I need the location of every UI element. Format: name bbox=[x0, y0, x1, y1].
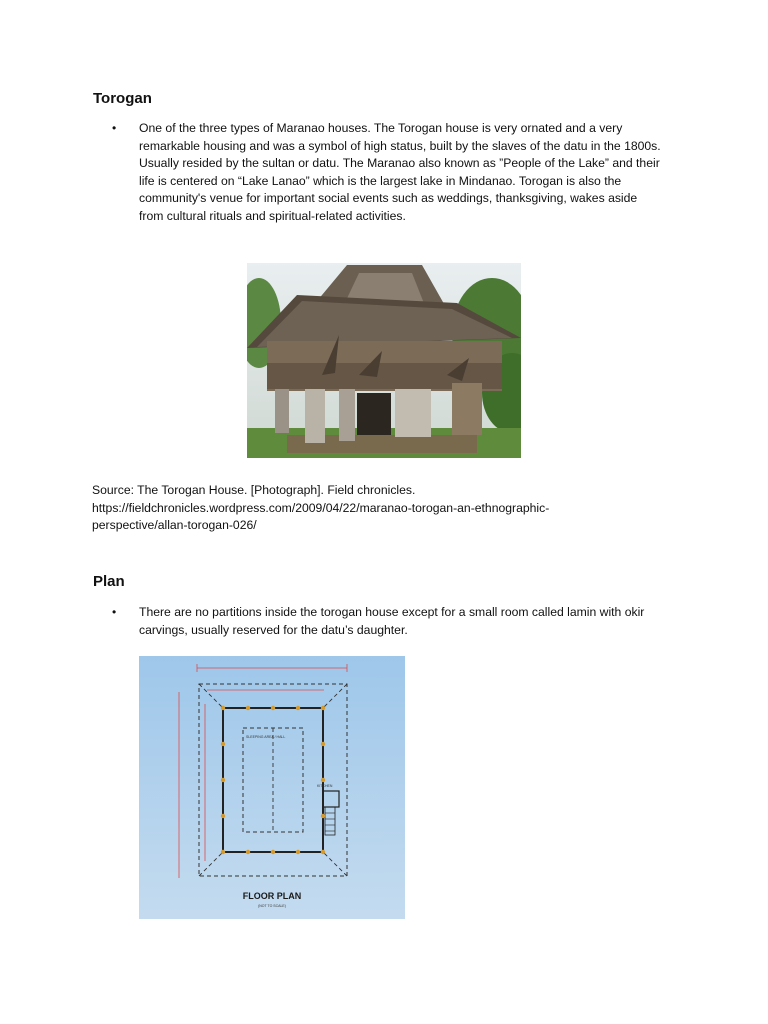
torogan-description: One of the three types of Maranao houses. The Torogan house is very ornated and a very remarkable housing and was a symbol of high status, built by the slaves of the datu in the 1800s. Usually resided by the sultan or datu. The Maranao also known as ”People of the Lake” and their life is centered on “Lake Lanao” which is the largest lake in Mindanao. Torogan is also the community's venue for important social events such as weddings, thanksgiving, wakes aside from cultural rituals and spiritual-related activities. bbox=[139, 121, 661, 223]
source-line-1: Source: The Torogan House. [Photograph]. Field chronicles. bbox=[92, 483, 416, 497]
section-title-plan: Plan bbox=[93, 573, 125, 590]
source-line-3: perspective/allan-torogan-026/ bbox=[92, 518, 257, 533]
floor-plan-title: FLOOR PLAN bbox=[242, 891, 302, 901]
plan-description: There are no partitions inside the torogan house except for a small room called lamin with okir carvings, usually reserved for the datu’s daughter. bbox=[139, 605, 645, 637]
photo-source-citation bbox=[92, 482, 652, 535]
inner-area-label: SLEEPING AREA / HALL bbox=[246, 735, 286, 739]
floor-plan-drawing bbox=[139, 656, 405, 919]
source-line-2: https://fieldchronicles.wordpress.com/2009/04/22/maranao-torogan-an-ethnographic- bbox=[92, 500, 550, 515]
torogan-house-photo bbox=[247, 263, 521, 458]
bullet-marker: • bbox=[112, 121, 117, 135]
section-title-torogan: Torogan bbox=[93, 90, 152, 107]
floor-plan-subtitle: (NOT TO SCALE) bbox=[258, 904, 286, 908]
annex-label: KITCHEN bbox=[317, 784, 333, 788]
bullet-marker: • bbox=[112, 605, 117, 619]
